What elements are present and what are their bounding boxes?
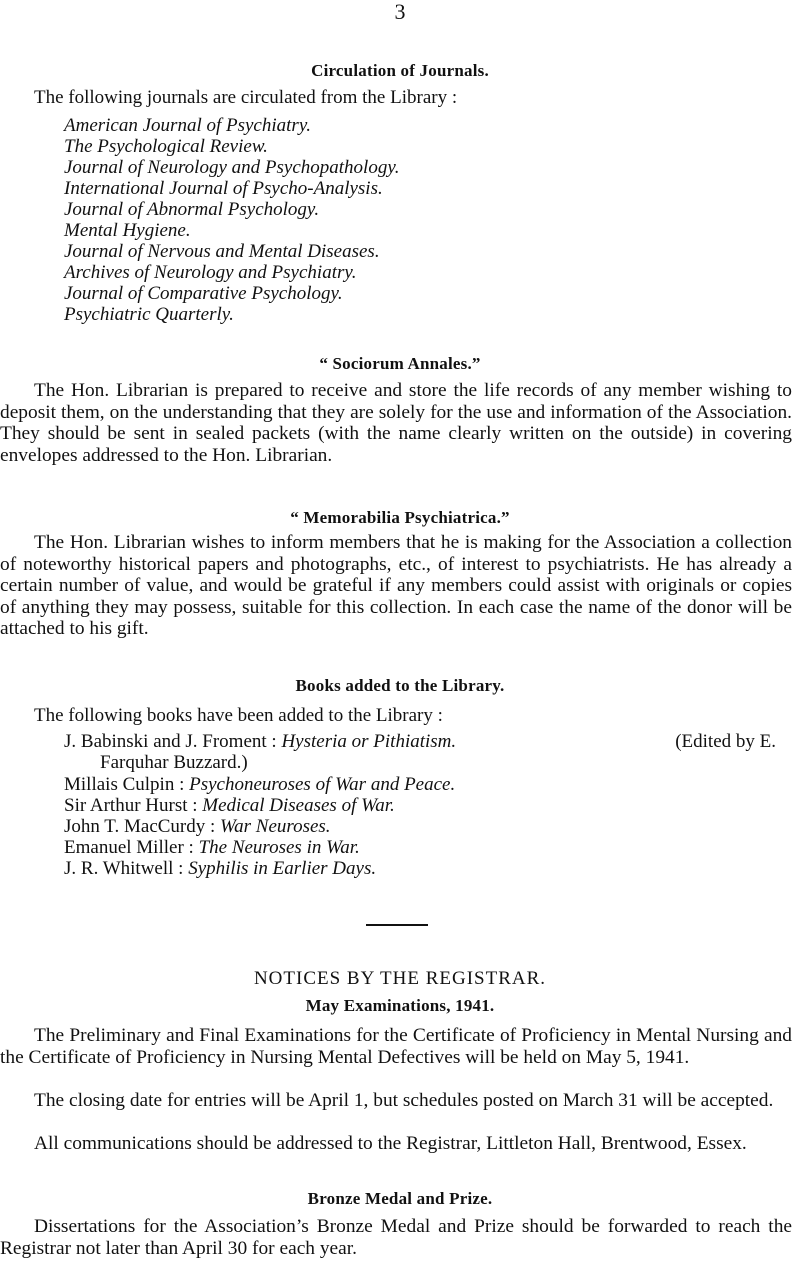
journal-item: Journal of Nervous and Mental Diseases. xyxy=(64,241,380,262)
journal-item: Mental Hygiene. xyxy=(64,220,191,241)
bronze-paragraph: Dissertations for the Association’s Bronze Medal and Prize should be forwarded to reach the Registrar not later than April 30 for each year. xyxy=(0,1216,792,1259)
book-item xyxy=(64,816,331,838)
may-paragraph: All communications should be addressed to the Registrar, Littleton Hall, Brentwood, Essex. xyxy=(34,1133,747,1154)
journal-item: Psychiatric Quarterly. xyxy=(64,304,234,325)
book-note: (Edited by E. xyxy=(675,731,776,752)
books-intro: The following books have been added to the Library : xyxy=(34,705,443,726)
book-author: Millais Culpin : xyxy=(64,774,185,795)
sociorum-heading: “ Sociorum Annales.” xyxy=(319,354,481,373)
book-item xyxy=(64,795,395,817)
registrar-heading: NOTICES BY THE REGISTRAR. xyxy=(253,968,547,989)
book-title: The Neuroses in War. xyxy=(198,837,360,858)
journal-item: Archives of Neurology and Psychiatry. xyxy=(64,262,357,283)
book-title: Medical Diseases of War. xyxy=(202,795,395,816)
may-paragraph: The Preliminary and Final Examinations for the Certificate of Proficiency in Mental Nursing and the Certificate of Proficiency in Nursing Mental Defectives will be held on May 5, 1941. xyxy=(0,1025,792,1068)
memorabilia-heading: “ Memorabilia Psychiatrica.” xyxy=(290,508,510,527)
book-item xyxy=(64,858,376,880)
circulation-intro: The following journals are circulated from the Library : xyxy=(34,87,458,108)
page-number: 3 xyxy=(394,0,406,24)
books-heading: Books added to the Library. xyxy=(295,676,505,695)
journal-item: Journal of Comparative Psychology. xyxy=(64,283,343,304)
may-examinations-heading: May Examinations, 1941. xyxy=(305,996,495,1015)
book-continuation: Farquhar Buzzard.) xyxy=(100,752,248,773)
book-author: Sir Arthur Hurst : xyxy=(64,795,198,816)
section-divider xyxy=(366,924,428,926)
book-author: J. R. Whitwell : xyxy=(64,858,184,879)
book-title: War Neuroses. xyxy=(220,816,331,837)
journal-item: The Psychological Review. xyxy=(64,136,268,157)
circulation-heading: Circulation of Journals. xyxy=(311,61,489,80)
journal-item: International Journal of Psycho-Analysis. xyxy=(64,178,383,199)
book-item xyxy=(64,731,776,753)
memorabilia-paragraph: The Hon. Librarian wishes to inform members that he is making for the Association a collection of noteworthy historical papers and photographs, etc., of interest to psychiatrists. He has already a certain number of value, and would be grateful if any members could assist with originals or copies of anything they may possess, suitable for this collection. In each case the name of the donor will be attached to his gift. xyxy=(0,532,792,640)
book-title: Syphilis in Earlier Days. xyxy=(188,858,377,879)
sociorum-paragraph: The Hon. Librarian is prepared to receive and store the life records of any member wishing to deposit them, on the understanding that they are solely for the use and information of the Association. They should be sent in sealed packets (with the name clearly written on the outside) in covering envelopes addressed to the Hon. Librarian. xyxy=(0,380,792,466)
bronze-medal-heading: Bronze Medal and Prize. xyxy=(307,1189,493,1208)
book-author: J. Babinski and J. Froment : xyxy=(64,731,277,752)
journal-item: American Journal of Psychiatry. xyxy=(64,115,311,136)
book-author: Emanuel Miller : xyxy=(64,837,194,858)
journal-item: Journal of Neurology and Psychopathology. xyxy=(64,157,400,178)
book-title: Hysteria or Pithiatism. xyxy=(281,731,457,752)
book-item xyxy=(64,774,455,796)
book-title: Psychoneuroses of War and Peace. xyxy=(189,774,456,795)
book-author: John T. MacCurdy : xyxy=(64,816,216,837)
book-item xyxy=(64,837,360,859)
may-paragraph: The closing date for entries will be April 1, but schedules posted on March 31 will be accepted. xyxy=(34,1090,774,1111)
journal-item: Journal of Abnormal Psychology. xyxy=(64,199,320,220)
